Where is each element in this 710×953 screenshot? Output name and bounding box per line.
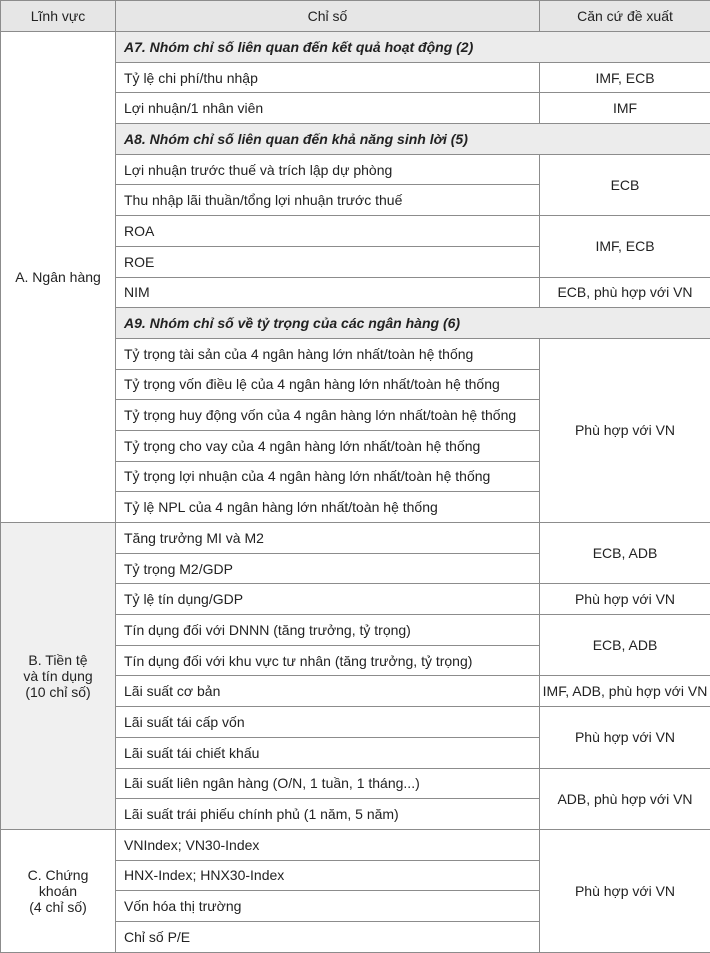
basis-cell: Phù hợp với VN — [540, 584, 710, 615]
indicator-cell: Tỷ trọng lợi nhuận của 4 ngân hàng lớn nhất/toàn hệ thống — [116, 461, 540, 492]
header-field: Lĩnh vực — [1, 1, 116, 32]
sector-monetary-line2: và tín dụng — [9, 668, 107, 684]
basis-cell: IMF, ECB — [540, 62, 710, 93]
basis-cell: Phù hợp với VN — [540, 707, 710, 768]
indicator-cell: Tỷ lệ tín dụng/GDP — [116, 584, 540, 615]
group-a7: A7. Nhóm chỉ số liên quan đến kết quả hoạt động (2) — [116, 32, 710, 63]
basis-cell: IMF, ADB, phù hợp với VN — [540, 676, 710, 707]
indicator-cell: Chỉ số P/E — [116, 921, 540, 952]
indicator-cell: NIM — [116, 277, 540, 308]
indicator-cell: Thu nhập lãi thuần/tổng lợi nhuận trước thuế — [116, 185, 540, 216]
indicator-cell: Lợi nhuận trước thuế và trích lập dự phòng — [116, 154, 540, 185]
indicator-cell: Tỷ trọng vốn điều lệ của 4 ngân hàng lớn nhất/toàn hệ thống — [116, 369, 540, 400]
indicator-cell: ROE — [116, 246, 540, 277]
sector-monetary-line1: B. Tiền tệ — [9, 652, 107, 668]
basis-cell: Phù hợp với VN — [540, 338, 710, 522]
sector-monetary-line3: (10 chỉ số) — [9, 684, 107, 700]
basis-cell: IMF, ECB — [540, 216, 710, 277]
indicator-cell: Tỷ trọng M2/GDP — [116, 553, 540, 584]
header-basis: Căn cứ đề xuất — [540, 1, 710, 32]
sector-securities — [1, 829, 116, 952]
group-a9: A9. Nhóm chỉ số về tỷ trọng của các ngân hàng (6) — [116, 308, 710, 339]
indicator-cell: Lãi suất tái cấp vốn — [116, 707, 540, 738]
indicator-cell: Vốn hóa thị trường — [116, 891, 540, 922]
indicator-cell: Tăng trưởng MI và M2 — [116, 523, 540, 554]
sector-monetary — [1, 523, 116, 830]
indicator-cell: Lãi suất cơ bản — [116, 676, 540, 707]
indicator-cell: HNX-Index; HNX30-Index — [116, 860, 540, 891]
header-row — [1, 1, 710, 32]
basis-cell: ECB, ADB — [540, 523, 710, 584]
indicator-cell: Tỷ lệ chi phí/thu nhập — [116, 62, 540, 93]
header-indicator: Chỉ số — [116, 1, 540, 32]
basis-cell: ECB, phù hợp với VN — [540, 277, 710, 308]
table-row — [1, 523, 710, 554]
indicator-cell: Tỷ trọng cho vay của 4 ngân hàng lớn nhất/toàn hệ thống — [116, 430, 540, 461]
basis-cell: IMF — [540, 93, 710, 124]
table-row — [1, 32, 710, 63]
indicator-cell: Tín dụng đối với DNNN (tăng trưởng, tỷ trọng) — [116, 615, 540, 646]
sector-securities-line1: C. Chứng khoán — [9, 867, 107, 899]
basis-cell: ECB — [540, 154, 710, 215]
indicator-cell: Tín dụng đối với khu vực tư nhân (tăng trưởng, tỷ trọng) — [116, 645, 540, 676]
basis-cell: ADB, phù hợp với VN — [540, 768, 710, 829]
indicator-cell: Tỷ trọng tài sản của 4 ngân hàng lớn nhất/toàn hệ thống — [116, 338, 540, 369]
indicator-cell: Lãi suất trái phiếu chính phủ (1 năm, 5 năm) — [116, 799, 540, 830]
indicator-cell: VNIndex; VN30-Index — [116, 829, 540, 860]
sector-securities-line2: (4 chỉ số) — [9, 899, 107, 915]
basis-cell: ECB, ADB — [540, 615, 710, 676]
indicator-cell: ROA — [116, 216, 540, 247]
table-row — [1, 829, 710, 860]
indicator-cell: Tỷ lệ NPL của 4 ngân hàng lớn nhất/toàn hệ thống — [116, 492, 540, 523]
indicator-cell: Lợi nhuận/1 nhân viên — [116, 93, 540, 124]
sector-banking: A. Ngân hàng — [1, 32, 116, 523]
indicator-cell: Lãi suất tái chiết khấu — [116, 737, 540, 768]
group-a8: A8. Nhóm chỉ số liên quan đến khả năng sinh lời (5) — [116, 124, 710, 155]
indicator-cell: Tỷ trọng huy động vốn của 4 ngân hàng lớn nhất/toàn hệ thống — [116, 400, 540, 431]
basis-cell: Phù hợp với VN — [540, 829, 710, 952]
indicator-cell: Lãi suất liên ngân hàng (O/N, 1 tuần, 1 tháng...) — [116, 768, 540, 799]
